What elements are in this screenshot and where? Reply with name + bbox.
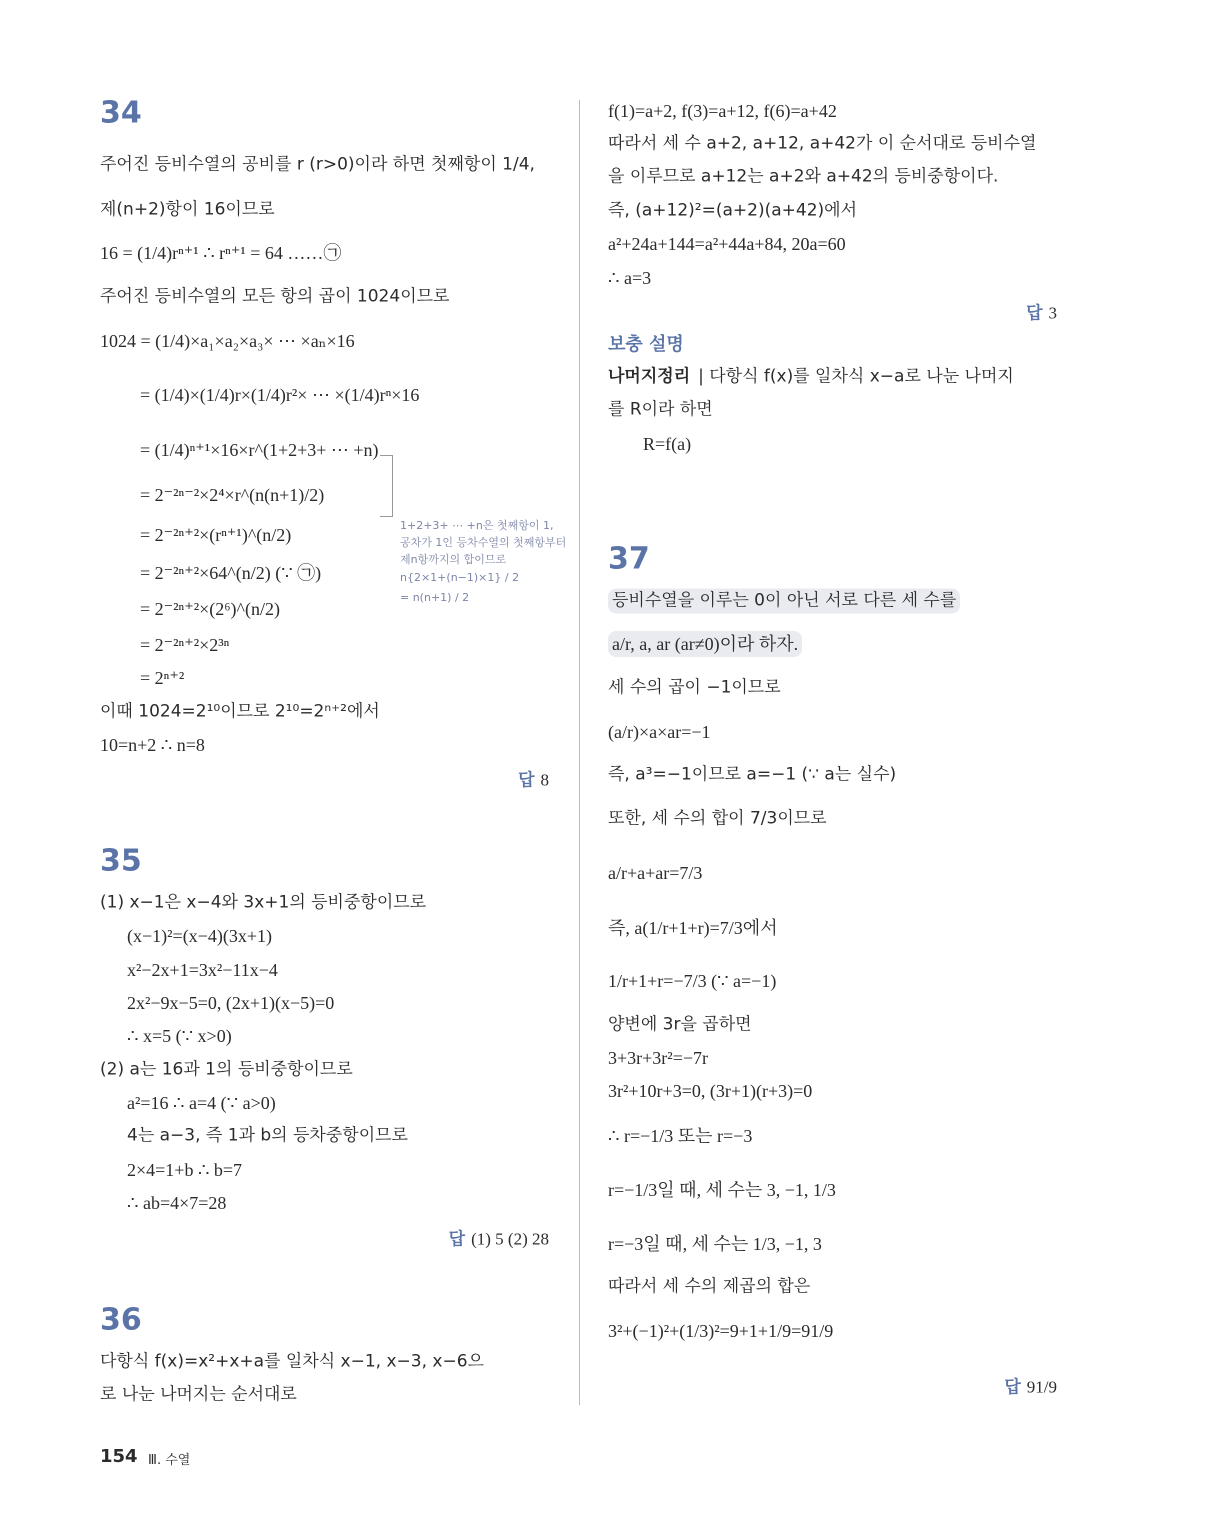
solution-line: 4는 a−3, 즉 1과 b의 등차중항이므로	[127, 1125, 408, 1146]
chapter-label: Ⅲ. 수열	[148, 1453, 191, 1468]
solution-line: 주어진 등비수열의 공비를 r (r>0)이라 하면 첫째항이 1/4,	[100, 154, 535, 175]
solution-line: ∴ ab=4×7=28	[127, 1193, 227, 1213]
solution-line: 10=n+2 ∴ n=8	[100, 735, 205, 755]
solution-line: 따라서 세 수의 제곱의 합은	[608, 1276, 811, 1297]
solution-line: = (1/4)×(1/4)r×(1/4)r²× ⋯ ×(1/4)rⁿ×16	[140, 385, 420, 405]
solution-line: 1024 = (1/4)×a₁×a₂×a₃× ⋯ ×aₙ×16	[100, 331, 355, 351]
solution-line: r=−1/3일 때, 세 수는 3, −1, 1/3	[608, 1180, 836, 1200]
solution-line: 2×4=1+b ∴ b=7	[127, 1160, 243, 1180]
solution-line: (2) a는 16과 1의 등비중항이므로	[100, 1059, 353, 1080]
supplement-term: 나머지정리	[608, 366, 691, 387]
answer-label: 답	[1004, 1377, 1021, 1398]
page-number: 154	[100, 1446, 138, 1467]
solution-line: 16 = (1/4)rⁿ⁺¹ ∴ rⁿ⁺¹ = 64 ……㉠	[100, 243, 342, 263]
solution-line: 이때 1024=2¹⁰이므로 2¹⁰=2ⁿ⁺²에서	[100, 701, 380, 722]
solution-line: = 2⁻²ⁿ⁻²×2⁴×r^(n(n+1)/2)	[140, 485, 325, 505]
supplement-formula: R=f(a)	[643, 434, 692, 454]
column-divider	[579, 100, 580, 1405]
solution-line: 즉, a(1/r+1+r)=7/3에서	[608, 918, 778, 938]
solution-line: 또한, 세 수의 합이 7/3이므로	[608, 808, 827, 829]
problem-number-37: 37	[608, 541, 650, 577]
solution-line: 주어진 등비수열의 모든 항의 곱이 1024이므로	[100, 286, 450, 307]
solution-line: r=−3일 때, 세 수는 1/3, −1, 3	[608, 1234, 822, 1254]
answer-value: 3	[1048, 303, 1057, 323]
solution-line: 다항식 f(x)=x²+x+a를 일차식 x−1, x−3, x−6으	[100, 1351, 484, 1372]
solution-line: (1) x−1은 x−4와 3x+1의 등비중항이므로	[100, 892, 427, 913]
solution-line: = 2ⁿ⁺²	[140, 668, 185, 688]
problem-number-35: 35	[100, 843, 142, 879]
side-note-line: 제n항까지의 합이므로	[400, 553, 507, 566]
solution-line: 2x²−9x−5=0, (2x+1)(x−5)=0	[127, 993, 335, 1013]
problem-number-34: 34	[100, 95, 142, 131]
solution-line: a/r, a, ar (ar≠0)이라 하자.	[608, 631, 802, 657]
answer-label: 답	[1026, 303, 1043, 324]
answer-value: 91/9	[1026, 1377, 1057, 1397]
side-note-line: n{2×1+(n−1)×1} / 2	[400, 571, 520, 584]
answer-label: 답	[518, 770, 535, 791]
solution-line: f(1)=a+2, f(3)=a+12, f(6)=a+42	[608, 101, 837, 121]
solution-line: 세 수의 곱이 −1이므로	[608, 677, 781, 698]
solution-line: = 2⁻²ⁿ⁺²×64^(n/2) (∵ ㉠)	[140, 563, 322, 583]
solution-line: 즉, (a+12)²=(a+2)(a+42)에서	[608, 200, 857, 221]
solution-line: x²−2x+1=3x²−11x−4	[127, 960, 278, 980]
solution-line: 등비수열을 이루는 0이 아닌 서로 다른 세 수를	[608, 589, 960, 614]
solution-line: 로 나눈 나머지는 순서대로	[100, 1384, 297, 1405]
solution-line: 제(n+2)항이 16이므로	[100, 199, 275, 220]
solution-line: = 2⁻²ⁿ⁺²×(rⁿ⁺¹)^(n/2)	[140, 525, 292, 545]
side-note-line: 공차가 1인 등차수열의 첫째항부터	[400, 536, 567, 549]
solution-line: = (1/4)ⁿ⁺¹×16×r^(1+2+3+ ⋯ +n)	[140, 440, 379, 460]
answer-p37	[1004, 1373, 1057, 1398]
solution-line: 즉, a³=−1이므로 a=−1 (∵ a는 실수)	[608, 764, 897, 785]
solution-line: 3+3r+3r²=−7r	[608, 1048, 708, 1068]
problem-number-36: 36	[100, 1302, 142, 1338]
solution-line: = 2⁻²ⁿ⁺²×(2⁶)^(n/2)	[140, 599, 280, 619]
solution-line: 3r²+10r+3=0, (3r+1)(r+3)=0	[608, 1081, 813, 1101]
answer-value: (1) 5 (2) 28	[471, 1229, 549, 1249]
solution-line: a/r+a+ar=7/3	[608, 863, 703, 883]
solution-line: (x−1)²=(x−4)(3x+1)	[127, 926, 272, 946]
solution-line: a²=16 ∴ a=4 (∵ a>0)	[127, 1093, 276, 1113]
answer-p34	[518, 766, 549, 791]
supplement-title: 보충 설명	[608, 334, 684, 355]
supplement-line	[608, 366, 1014, 387]
note-bracket	[380, 455, 393, 517]
answer-p35	[449, 1225, 549, 1250]
side-note-line: = n(n+1) / 2	[400, 591, 470, 604]
answer-label: 답	[448, 1229, 466, 1250]
solution-line: ∴ x=5 (∵ x>0)	[127, 1026, 232, 1046]
solution-line: (a/r)×a×ar=−1	[608, 722, 711, 742]
solution-line: ∴ a=3	[608, 268, 652, 288]
supplement-text: | 다항식 f(x)를 일차식 x−a로 나눈 나머지	[698, 366, 1014, 387]
solution-line: 3²+(−1)²+(1/3)²=9+1+1/9=91/9	[608, 1321, 834, 1341]
solution-line: 따라서 세 수 a+2, a+12, a+42가 이 순서대로 등비수열	[608, 133, 1037, 154]
answer-p36	[1026, 299, 1057, 324]
solution-line: 양변에 3r을 곱하면	[608, 1014, 752, 1035]
solution-line: 을 이루므로 a+12는 a+2와 a+42의 등비중항이다.	[608, 166, 999, 187]
answer-value: 8	[540, 770, 549, 790]
solution-line: a²+24a+144=a²+44a+84, 20a=60	[608, 234, 846, 254]
supplement-line: 를 R이라 하면	[608, 399, 713, 420]
solution-line: ∴ r=−1/3 또는 r=−3	[608, 1126, 753, 1146]
solution-line: 1/r+1+r=−7/3 (∵ a=−1)	[608, 971, 777, 991]
side-note-line: 1+2+3+ ⋯ +n은 첫째항이 1,	[400, 519, 554, 532]
solution-line: = 2⁻²ⁿ⁺²×2³ⁿ	[140, 635, 230, 655]
